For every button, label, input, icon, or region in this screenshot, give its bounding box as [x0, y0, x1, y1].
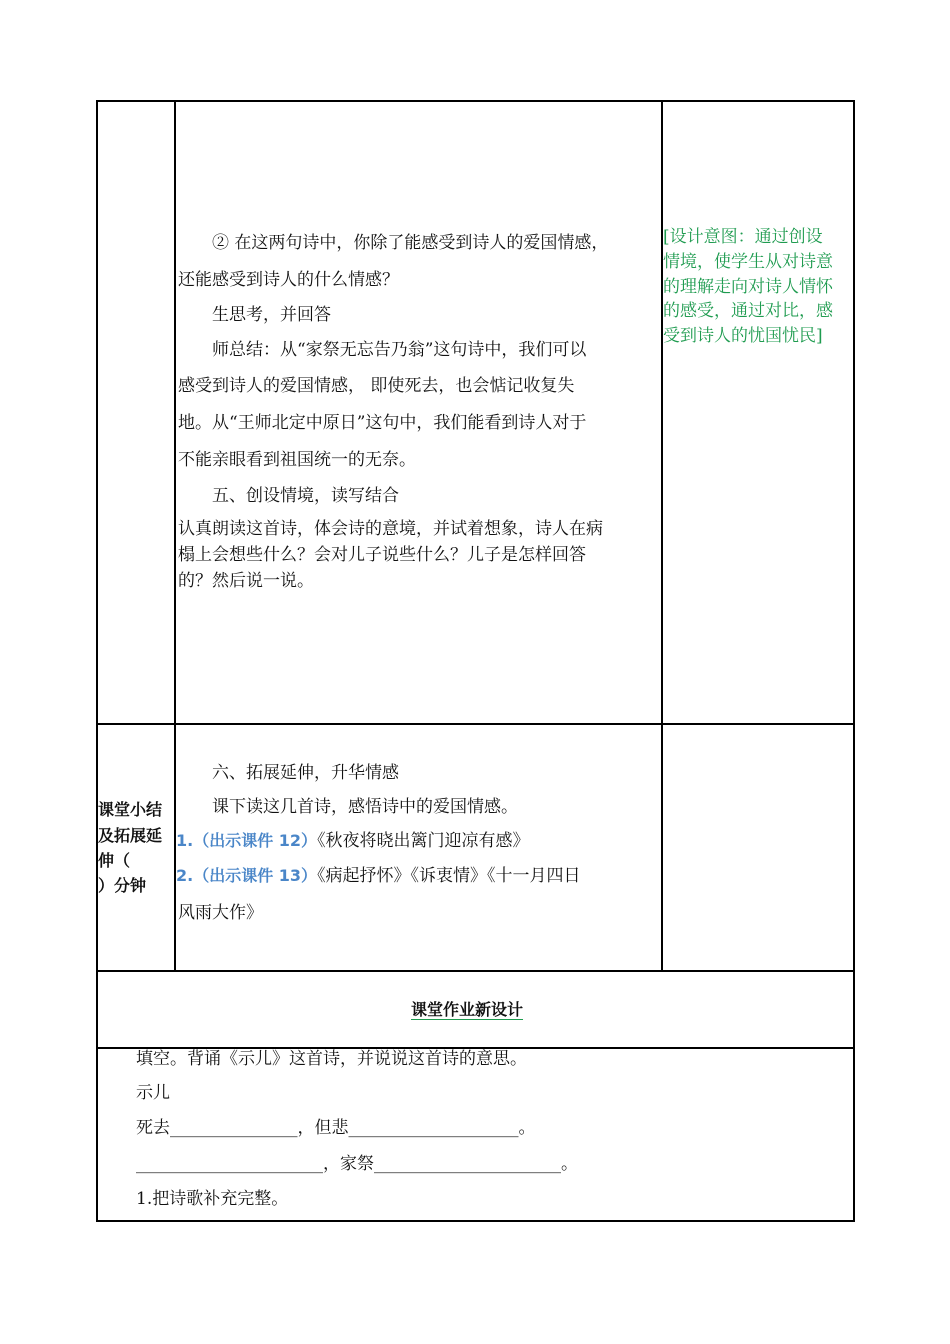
- row-divider-2: [96, 970, 855, 972]
- reading-item-1-marker: 1.（出示课件 12）: [176, 831, 318, 850]
- design-intent-line-1: [设计意图：通过创设: [663, 227, 823, 247]
- homework-task: 1.把诗歌补充完整。: [136, 1189, 289, 1209]
- question-2-line-1: ② 在这两句诗中，你除了能感受到诗人的爱国情感，: [212, 233, 609, 253]
- homework-title: 课堂作业新设计: [411, 1000, 524, 1019]
- extended-reading: 课下读这几首诗，感悟诗中的爱国情感。: [212, 797, 518, 817]
- task-line-2: 榻上会想些什么？会对儿子说些什么？儿子是怎样回答: [178, 545, 586, 565]
- teacher-summary-line-4: 不能亲眼看到祖国统一的无奈。: [178, 450, 416, 470]
- reading-item-1: [176, 833, 530, 850]
- design-intent-line-5: 受到诗人的忧国忧民]: [663, 326, 823, 346]
- table-border-top: [96, 100, 855, 102]
- homework-instruction: 填空。背诵《示儿》这首诗，并说说这首诗的意思。: [136, 1049, 527, 1069]
- task-line-1: 认真朗读这首诗，体会诗的意境，并试着想象，诗人在病: [178, 519, 603, 539]
- summary-label-line-3: 伸（: [98, 851, 131, 870]
- teacher-summary-line-1: 师总结：从“家祭无忘告乃翁”这句诗中，我们可以: [212, 340, 587, 360]
- design-intent-line-3: 的理解走向对诗人情怀: [663, 277, 833, 297]
- student-answer: 生思考，并回答: [212, 305, 331, 325]
- row-divider-1: [96, 723, 855, 725]
- fill-line-1: 死去_______________，但悲____________________。: [136, 1118, 536, 1138]
- task-line-3: 的？然后说一说。: [178, 571, 314, 591]
- design-intent-line-2: 情境，使学生从对诗意: [663, 252, 833, 272]
- reading-item-1-title: 《秋夜将晓出篱门迎凉有感》: [317, 831, 530, 851]
- fill-line-2: ______________________，家祭______________________。: [136, 1154, 578, 1174]
- summary-label-line-4: ）分钟: [98, 876, 147, 895]
- reading-item-2: [176, 868, 581, 885]
- design-intent-line-4: 的感受，通过对比，感: [663, 301, 833, 321]
- section-5-heading: 五、创设情境，读写结合: [212, 486, 399, 506]
- teacher-summary-line-3: 地。从“王师北定中原日”这句中，我们能看到诗人对于: [178, 413, 587, 433]
- question-2-line-2: 还能感受到诗人的什么情感？: [178, 270, 399, 290]
- table-border-right: [853, 100, 855, 1221]
- summary-label-line-2: 及拓展延: [98, 826, 163, 845]
- reading-item-2-marker: 2.（出示课件 13）: [176, 866, 318, 885]
- table-border-bottom: [96, 1220, 855, 1222]
- table-border-left: [96, 100, 98, 1221]
- reading-item-2-continued: 风雨大作》: [178, 903, 263, 923]
- teacher-summary-line-2: 感受到诗人的爱国情感， 即使死去，也会惦记收复失: [178, 376, 575, 396]
- reading-item-2-title: 《病起抒怀》《诉衷情》《十一月四日: [317, 866, 581, 886]
- summary-label-line-1: 课堂小结: [98, 800, 163, 819]
- section-6-heading: 六、拓展延伸，升华情感: [212, 763, 399, 783]
- poem-title: 示儿: [136, 1083, 170, 1103]
